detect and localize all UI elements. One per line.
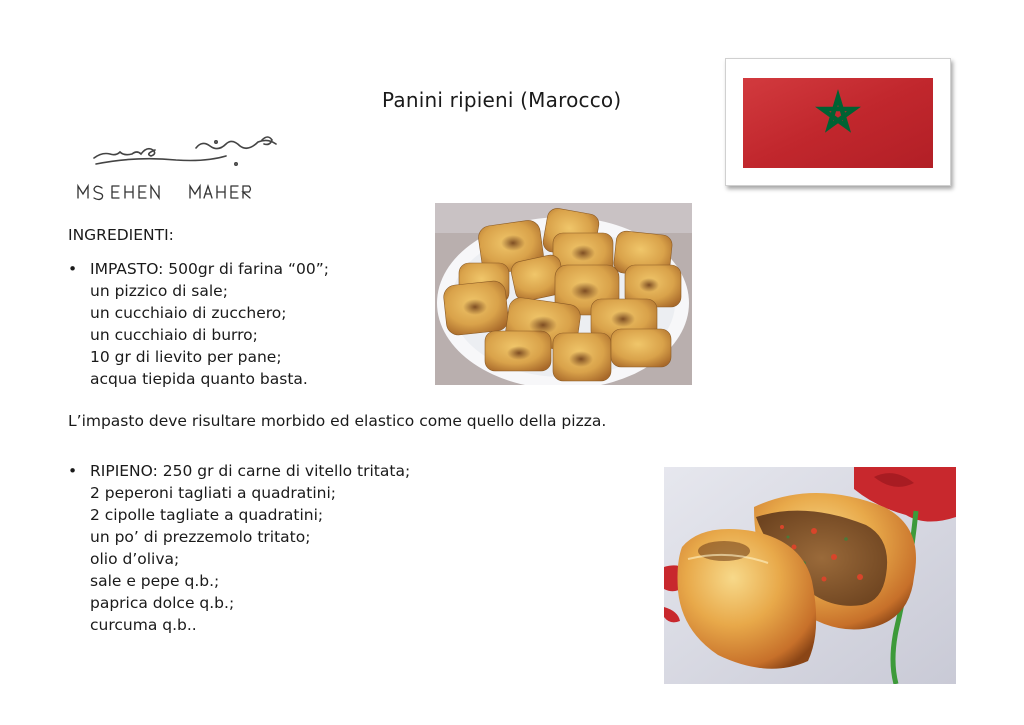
list-item — [68, 460, 410, 636]
morocco-flag-icon — [743, 78, 933, 168]
ripieno-line: paprica dolce q.b.; — [90, 594, 235, 612]
ripieno-line: 2 cipolle tagliate a quadratini; — [90, 506, 324, 524]
impasto-line: un cucchiaio di burro; — [90, 326, 258, 344]
impasto-line: un pizzico di sale; — [90, 282, 228, 300]
stuffed-bun-photo — [664, 467, 956, 684]
morocco-flag-image — [725, 58, 951, 186]
buns-plate-photo — [435, 203, 692, 385]
ripieno-line: un po’ di prezzemolo tritato; — [90, 528, 311, 546]
ingredients-heading: INGREDIENTI: — [68, 226, 174, 244]
impasto-line: acqua tiepida quanto basta. — [90, 370, 308, 388]
impasto-list — [68, 258, 329, 390]
list-item — [68, 258, 329, 390]
ripieno-line: 2 peperoni tagliati a quadratini; — [90, 484, 336, 502]
ripieno-line: • RIPIENO: 250 gr di carne di vitello tritata; — [90, 462, 411, 480]
ripieno-list — [68, 460, 410, 636]
ripieno-line: sale e pepe q.b.; — [90, 572, 220, 590]
impasto-line: • IMPASTO: 500gr di farina “00”; — [90, 260, 329, 278]
impasto-line: un cucchiaio di zucchero; — [90, 304, 287, 322]
ripieno-line: curcuma q.b.. — [90, 616, 197, 634]
dough-note: L’impasto deve risultare morbido ed elastico come quello della pizza. — [68, 412, 607, 430]
ripieno-line: olio d’oliva; — [90, 550, 180, 568]
impasto-line: 10 gr di lievito per pane; — [90, 348, 282, 366]
handwritten-signature — [66, 120, 306, 208]
page-title: Panini ripieni (Marocco) — [382, 88, 622, 112]
